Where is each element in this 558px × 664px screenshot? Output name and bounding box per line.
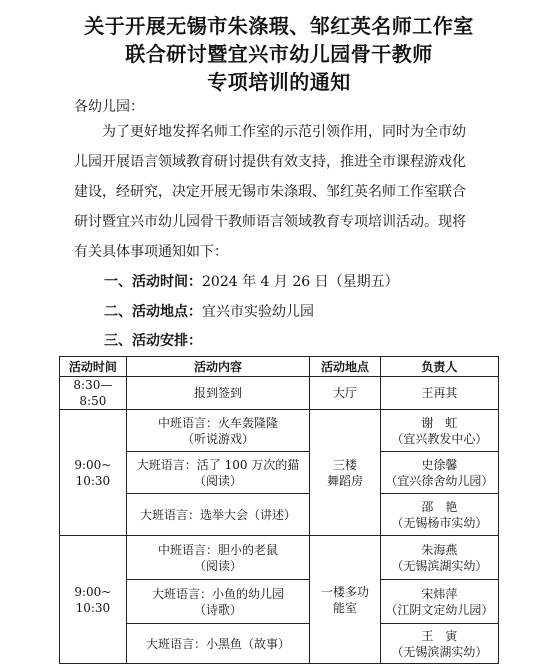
- table-header-row: [60, 357, 499, 377]
- table-row: [60, 580, 499, 624]
- intro-line: 为了更好地发挥名师工作室的示范引领作用，同时为全市幼: [102, 124, 466, 140]
- greeting: 各幼儿园：: [74, 99, 144, 115]
- section-schedule-heading: 三、活动安排：: [104, 333, 202, 349]
- header-person: 负责人: [380, 357, 498, 377]
- block1-time-start: 9:00~: [74, 457, 112, 472]
- activity-title: 大班语言：活了 100 万次的猫: [136, 457, 300, 472]
- activity-person: [380, 410, 498, 452]
- person-org: （无锡滨湖实幼）: [391, 558, 488, 573]
- block1-place-line: 舞蹈房: [327, 473, 364, 488]
- section-schedule: [104, 330, 202, 350]
- activity-content: [126, 536, 310, 580]
- schedule-table: [59, 356, 499, 664]
- header-time: 活动时间: [60, 357, 127, 377]
- activity-person: [380, 580, 498, 624]
- activity-content: [126, 452, 310, 494]
- person-org: （宜兴徐舍幼儿园）: [385, 473, 494, 488]
- person-org: （江阴文定幼儿园）: [385, 602, 494, 617]
- activity-content: [126, 410, 310, 452]
- intro-line: 有关具体事项通知如下：: [74, 244, 228, 260]
- activity-type: （听说游戏）: [182, 431, 255, 446]
- block2-place-line: 能室: [333, 600, 358, 615]
- activity-content: [126, 624, 310, 664]
- title-line-2: 联合研讨暨宜兴市幼儿园骨干教师: [125, 42, 433, 66]
- person-org: （宜兴教发中心）: [391, 431, 488, 446]
- activity-title: 中班语言：胆小的老鼠: [158, 542, 279, 557]
- block2-time-start: 9:00~: [74, 584, 112, 599]
- block1-place: [310, 410, 380, 536]
- block2-time-end: 10:30: [75, 600, 111, 615]
- person-name: 邵 艳: [421, 499, 458, 514]
- person-name: 朱海燕: [421, 542, 458, 557]
- section-time: [104, 271, 399, 291]
- section-place-value: 宜兴市实验幼儿园: [202, 304, 314, 320]
- section-place-heading: 二、活动地点：: [104, 304, 202, 320]
- activity-type: （阅读）: [194, 473, 243, 488]
- person-org: （无锡杨市实幼）: [391, 515, 488, 530]
- table-row: [60, 624, 499, 664]
- block2-place: [310, 536, 380, 664]
- table-row: [60, 410, 499, 452]
- activity-content: [126, 580, 310, 624]
- intro-line: 儿园开展语言领域教育研讨提供有效支持，推进全市课程游戏化: [74, 154, 466, 170]
- block2-time: [60, 536, 127, 664]
- person-name: 王 寅: [421, 628, 458, 643]
- checkin-person: 王再其: [380, 377, 498, 410]
- person-name: 史徐馨: [421, 457, 458, 472]
- table-row: [60, 536, 499, 580]
- intro-line: 研讨暨宜兴市幼儿园骨干教师语言领域教育专项培训活动。现将: [74, 214, 466, 230]
- table-row: [60, 377, 499, 410]
- activity-person: [380, 624, 498, 664]
- intro-paragraph: [74, 122, 484, 262]
- section-place: [104, 301, 314, 321]
- person-org: （无锡滨湖实幼）: [391, 644, 488, 659]
- header-place: 活动地点: [310, 357, 380, 377]
- person-name: 谢 虹: [421, 415, 458, 430]
- section-time-heading: 一、活动时间：: [104, 274, 202, 290]
- activity-type: （诗歌）: [194, 602, 243, 617]
- block1-place-line: 三楼: [333, 457, 358, 472]
- activity-title: 中班语言：火车轰隆隆: [158, 415, 279, 430]
- table-row: [60, 452, 499, 494]
- block1-time-end: 10:30: [75, 473, 111, 488]
- activity-person: [380, 494, 498, 536]
- activity-title: 大班语言：小黑鱼（故事）: [146, 636, 291, 651]
- activity-person: [380, 452, 498, 494]
- activity-title: 大班语言：小鱼的幼儿园: [152, 586, 285, 601]
- table-row: [60, 494, 499, 536]
- title-line-3: 专项培训的通知: [207, 70, 351, 94]
- person-name: 宋炜萍: [421, 586, 458, 601]
- block1-time: [60, 410, 127, 536]
- checkin-place: 大厅: [310, 377, 380, 410]
- activity-person: [380, 536, 498, 580]
- activity-content: [126, 494, 310, 536]
- section-time-value: 2024 年 4 月 26 日（星期五）: [202, 274, 399, 290]
- activity-type: （阅读）: [194, 558, 243, 573]
- intro-line: 建设，经研究，决定开展无锡市朱涤瑕、邹红英名师工作室联合: [74, 184, 466, 200]
- header-content: 活动内容: [126, 357, 310, 377]
- activity-title: 大班语言：选举大会（讲述）: [140, 507, 297, 522]
- title-line-1: 关于开展无锡市朱涤瑕、邹红英名师工作室: [84, 14, 474, 38]
- checkin-time: 8:30—8:50: [60, 377, 127, 410]
- checkin-content: 报到签到: [126, 377, 310, 410]
- block2-place-line: 一楼多功: [321, 584, 370, 599]
